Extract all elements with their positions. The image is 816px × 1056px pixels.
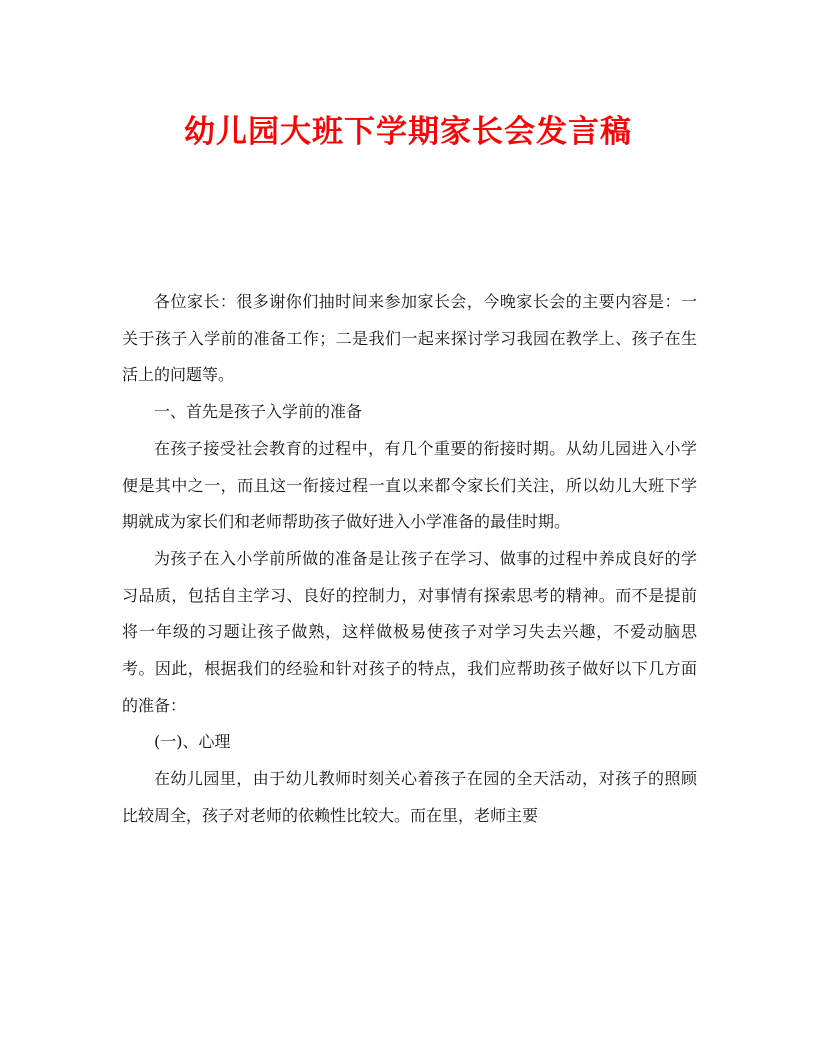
document-body <box>122 284 697 835</box>
paragraph-preparation: 为孩子在入小学前所做的准备是让孩子在学习、做事的过程中养成良好的学习品质，包括自主学习、良好的控制力，对事情有探索思考的精神。而不是提前将一年级的习题让孩子做熟，这样做极易使孩子对学习失去兴趣，不爱动脑思考。因此，根据我们的经验和针对孩子的特点，我们应帮助孩子做好以下几方面的准备： <box>122 548 697 715</box>
subsection-heading-psychology: (一)、心理 <box>154 732 231 752</box>
section-heading-1: 一、首先是孩子入学前的准备 <box>154 402 363 422</box>
paragraph-greeting: 各位家长：很多谢你们抽时间来参加家长会，今晚家长会的主要内容是：一关于孩子入学前的准备工作；二是我们一起来探讨学习我园在教学上、孩子在生活上的问题等。 <box>122 292 697 385</box>
document-title: 幼儿园大班下学期家长会发言稿 <box>184 114 632 150</box>
paragraph-kindergarten: 在幼儿园里，由于幼儿教师时刻关心着孩子在园的全天活动，对孩子的照顾比较周全，孩子对老师的依赖性比较大。而在里，老师主要 <box>122 769 697 825</box>
paragraph-transition: 在孩子接受社会教育的过程中，有几个重要的衔接时期。从幼儿园进入小学便是其中之一，而且这一衔接过程一直以来都令家长们关注，所以幼儿大班下学期就成为家长们和老师帮助孩子做好进入小学准备的最佳时期。 <box>122 438 697 532</box>
